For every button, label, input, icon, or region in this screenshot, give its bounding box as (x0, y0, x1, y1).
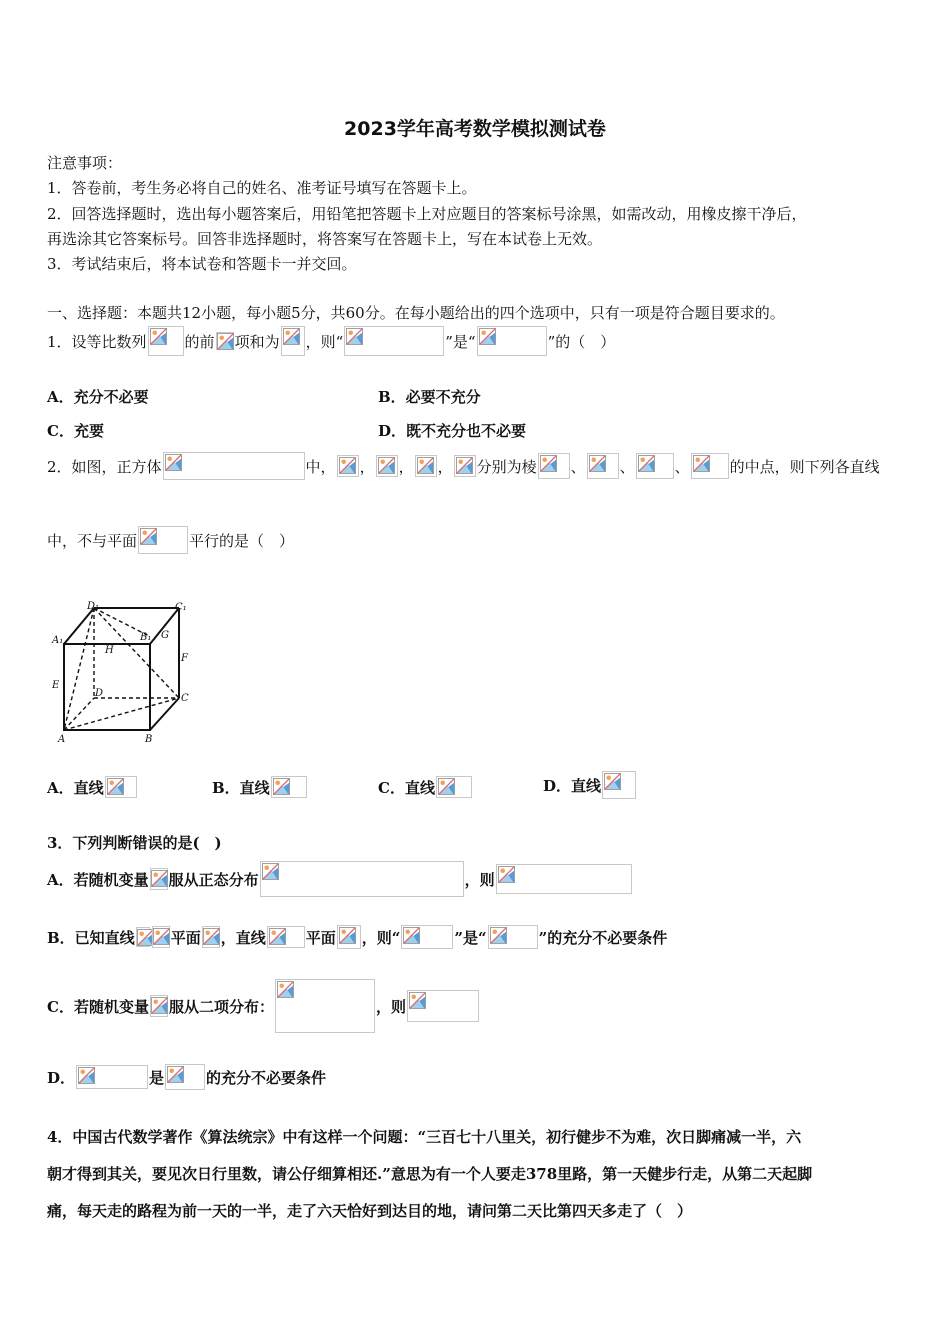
formula-image-icon (105, 776, 137, 798)
q3-text: A．若随机变量 (47, 870, 149, 889)
formula-image-icon (538, 453, 570, 479)
notice-item: 1．答卷前，考生务必将自己的姓名、准考证号填写在答题卡上。 (47, 179, 477, 197)
cube-figure (44, 598, 204, 748)
question-4-line: 痛，每天走的路程为前一天的一半，走了六天恰好到达目的地，请问第二天比第四天多走了（ ） (47, 1202, 693, 1220)
formula-image-icon (587, 453, 619, 479)
formula-image-icon (407, 990, 479, 1022)
formula-image-icon (148, 326, 184, 356)
formula-image-icon (271, 776, 307, 798)
cube-label: C₁ (175, 602, 187, 613)
formula-image-icon (163, 452, 305, 480)
q3-text: C．若随机变量 (47, 997, 149, 1016)
formula-image-icon (691, 453, 729, 479)
cube-label: G (161, 630, 169, 641)
formula-image-icon (401, 925, 453, 949)
q3-text: 是 (149, 1068, 165, 1087)
option-c: C．充要 (47, 422, 104, 440)
notice-item: 2．回答选择题时，选出每小题答案后，用铅笔把答题卡上对应题目的答案标号涂黑，如需改动，用橡皮擦干净后， (47, 205, 807, 223)
q2-text: 、 (619, 457, 635, 476)
page-title: 2023学年高考数学模拟测试卷 (344, 118, 606, 140)
formula-image-icon (636, 453, 674, 479)
question-4-line: 4．中国古代数学著作《算法统宗》中有这样一个问题：“三百七十八里关，初行健步不为难，次日脚痛减一半，六 (47, 1128, 802, 1146)
q3-text: ，则 (464, 870, 495, 889)
question-3-stem: 3．下列判断错误的是( ) (47, 834, 222, 852)
q3-option-d (47, 1062, 326, 1092)
formula-image-icon (454, 455, 476, 477)
option-b-label: B．直线 (212, 778, 270, 797)
cube-label: B (145, 734, 153, 745)
cube-label: E (52, 680, 60, 691)
formula-image-icon (136, 927, 150, 947)
formula-image-icon (267, 926, 305, 948)
notice-item: 3．考试结束后，将本试卷和答题卡一并交回。 (47, 255, 357, 273)
q2-text: 的中点，则下列各直线 (729, 457, 880, 476)
formula-image-icon (376, 455, 398, 477)
q3-text: ，则 (375, 997, 406, 1016)
q1-text: ”是“ (445, 332, 476, 351)
formula-image-icon (76, 1065, 148, 1089)
q2-option-d (543, 768, 637, 802)
formula-image-icon (337, 455, 359, 477)
formula-image-icon (152, 926, 170, 948)
cube-label: H (105, 645, 114, 656)
q2-text: ， (359, 457, 375, 476)
cube-label: C (181, 693, 189, 704)
q2-text: 、 (674, 457, 690, 476)
q3-option-b (47, 920, 667, 954)
formula-image-icon (138, 526, 188, 554)
formula-image-icon (436, 776, 472, 798)
formula-image-icon (150, 995, 168, 1017)
q2-text: 中，不与平面 (47, 531, 138, 550)
q2-text: 2．如图，正方体 (47, 457, 162, 476)
option-b: B．必要不充分 (378, 388, 481, 406)
cube-label: F (181, 653, 188, 664)
cube-label: D₁ (87, 601, 100, 612)
option-d-label: D．直线 (543, 776, 602, 795)
formula-image-icon (477, 326, 547, 356)
q3-text: 服从正态分布 (168, 870, 259, 889)
option-a: A．充分不必要 (47, 388, 149, 406)
q2-text: 、 (570, 457, 586, 476)
q2-text: ， (437, 457, 453, 476)
formula-image-icon (260, 861, 464, 897)
q2-text: 分别为棱 (476, 457, 537, 476)
q3-text: B．已知直线 (47, 928, 135, 947)
q3-text: 的充分不必要条件 (206, 1068, 327, 1087)
question-4-line: 朝才得到其关，要见次日行里数，请公仔细算相还.”意思为有一个人要走378里路，第一天健步行走，从第二天起脚 (47, 1165, 813, 1183)
formula-image-icon (496, 864, 632, 894)
q1-text: 的前 (184, 332, 215, 351)
q3-text: 平面 (305, 928, 336, 947)
formula-image-icon (488, 925, 538, 949)
notice-heading: 注意事项： (47, 154, 123, 172)
q3-text: ”是“ (454, 928, 487, 947)
question-2 (47, 450, 880, 482)
formula-image-icon (150, 868, 168, 890)
option-c-label: C．直线 (378, 778, 435, 797)
option-a-label: A．直线 (47, 778, 104, 797)
cube-label: B₁ (140, 632, 152, 643)
formula-image-icon (281, 326, 305, 356)
q2-text: 平行的是（ ） (189, 531, 295, 550)
q2-option-c (378, 772, 473, 802)
formula-image-icon (275, 979, 375, 1033)
q3-text: 服从二项分布： (168, 997, 274, 1016)
question-2-cont (47, 524, 294, 556)
formula-image-icon (415, 455, 437, 477)
q2-option-b (212, 772, 308, 802)
q2-text: 中， (305, 457, 336, 476)
cube-label: D (95, 688, 104, 699)
formula-image-icon (165, 1064, 205, 1090)
q3-option-c (47, 978, 480, 1034)
q1-text: ，则“ (305, 332, 344, 351)
question-1 (47, 324, 615, 358)
cube-label: A₁ (52, 635, 64, 646)
q3-text: 平面 (170, 928, 201, 947)
formula-image-icon (337, 925, 361, 949)
section-heading: 一、选择题：本题共12小题，每小题5分，共60分。在每小题给出的四个选项中，只有一项是符合题目要求的。 (47, 304, 785, 322)
notice-item: 再选涂其它答案标号。回答非选择题时，将答案写在答题卡上，写在本试卷上无效。 (47, 230, 603, 248)
q3-text: ”的充分不必要条件 (538, 928, 668, 947)
q1-text: 项和为 (234, 332, 280, 351)
q2-text: ， (398, 457, 414, 476)
q1-text: ”的（ ） (547, 332, 616, 351)
cube-label: A (58, 734, 66, 745)
formula-image-icon (344, 326, 444, 356)
q3-text: ，直线 (220, 928, 266, 947)
q3-option-a (47, 860, 633, 898)
option-d: D．既不充分也不必要 (378, 422, 527, 440)
q3-text: ，则“ (361, 928, 401, 947)
formula-image-icon (216, 332, 234, 350)
formula-image-icon (602, 771, 636, 799)
formula-image-icon (202, 926, 220, 948)
q3-text: D． (47, 1068, 76, 1087)
q2-option-a (47, 772, 138, 802)
q1-text: 1．设等比数列 (47, 332, 147, 351)
